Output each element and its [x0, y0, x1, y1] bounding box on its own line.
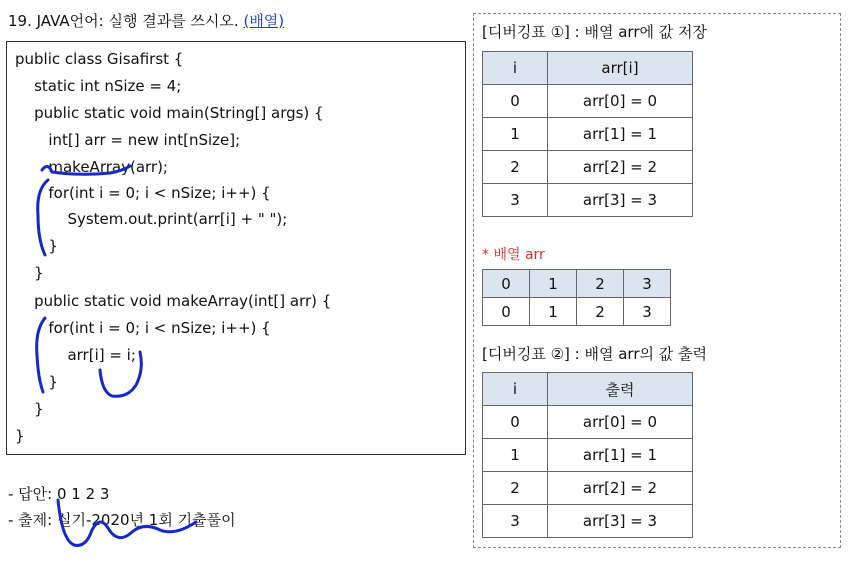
array-value: 3 — [624, 298, 671, 326]
array-index: 3 — [624, 270, 671, 298]
array-index: 2 — [577, 270, 624, 298]
table-header: i — [483, 52, 548, 85]
table-row — [483, 151, 693, 184]
table-cell: 2 — [483, 472, 548, 505]
table-header: i — [483, 373, 548, 406]
code-line: } — [15, 237, 58, 255]
table-row — [483, 298, 671, 326]
table-cell: 0 — [483, 85, 548, 118]
code-line: public static void main(String[] args) { — [15, 104, 324, 122]
table-cell: arr[2] = 2 — [548, 151, 693, 184]
table-row — [483, 472, 693, 505]
table-cell: arr[3] = 3 — [548, 184, 693, 217]
code-line: makeArray(arr); — [15, 158, 168, 176]
array-index: 1 — [530, 270, 577, 298]
table-row — [483, 184, 693, 217]
code-line: public static void makeArray(int[] arr) { — [15, 292, 332, 310]
code-line: static int nSize = 4; — [15, 77, 182, 95]
table-cell: 1 — [483, 118, 548, 151]
code-line: for(int i = 0; i < nSize; i++) { — [15, 319, 271, 337]
table-cell: arr[1] = 1 — [548, 118, 693, 151]
code-line: public class Gisafirst { — [15, 50, 184, 68]
answer-line: - 답안: 0 1 2 3 — [8, 485, 110, 503]
code-box — [6, 41, 466, 455]
array-value: 1 — [530, 298, 577, 326]
code-line: } — [15, 264, 44, 282]
table-cell: arr[0] = 0 — [548, 85, 693, 118]
debug-table-1-title: [디버깅표 ①] : 배열 arr에 값 저장 — [482, 23, 707, 41]
array-value: 2 — [577, 298, 624, 326]
array-index: 0 — [483, 270, 530, 298]
debug-table-2 — [482, 372, 693, 538]
question-title-text: 19. JAVA언어: 실행 결과를 쓰시오. — [8, 12, 239, 30]
debug-table-1 — [482, 51, 693, 217]
array-view-table — [482, 269, 671, 326]
table-cell: 1 — [483, 439, 548, 472]
table-row — [483, 406, 693, 439]
code-line: } — [15, 373, 58, 391]
table-cell: 3 — [483, 505, 548, 538]
table-cell: 2 — [483, 151, 548, 184]
code-line: } — [15, 427, 25, 445]
code-line: arr[i] = i; — [15, 346, 136, 364]
table-header: 출력 — [548, 373, 693, 406]
table-cell: arr[0] = 0 — [548, 406, 693, 439]
code-line: for(int i = 0; i < nSize; i++) { — [15, 184, 271, 202]
array-view-title: * 배열 arr — [482, 247, 545, 263]
array-value: 0 — [483, 298, 530, 326]
code-line: } — [15, 400, 44, 418]
table-cell: arr[3] = 3 — [548, 505, 693, 538]
table-header: arr[i] — [548, 52, 693, 85]
table-row — [483, 118, 693, 151]
table-row — [483, 85, 693, 118]
topic-link[interactable]: (배열) — [243, 12, 285, 30]
table-cell: arr[2] = 2 — [548, 472, 693, 505]
table-cell: 3 — [483, 184, 548, 217]
source-line: - 출제: 실기-2020년 1회 기출풀이 — [8, 511, 236, 529]
question-title — [8, 10, 284, 31]
code-line: System.out.print(arr[i] + " "); — [15, 210, 288, 228]
table-cell: arr[1] = 1 — [548, 439, 693, 472]
table-row — [483, 505, 693, 538]
code-line: int[] arr = new int[nSize]; — [15, 131, 241, 149]
table-cell: 0 — [483, 406, 548, 439]
debug-table-2-title: [디버깅표 ②] : 배열 arr의 값 출력 — [482, 345, 707, 363]
table-row — [483, 439, 693, 472]
